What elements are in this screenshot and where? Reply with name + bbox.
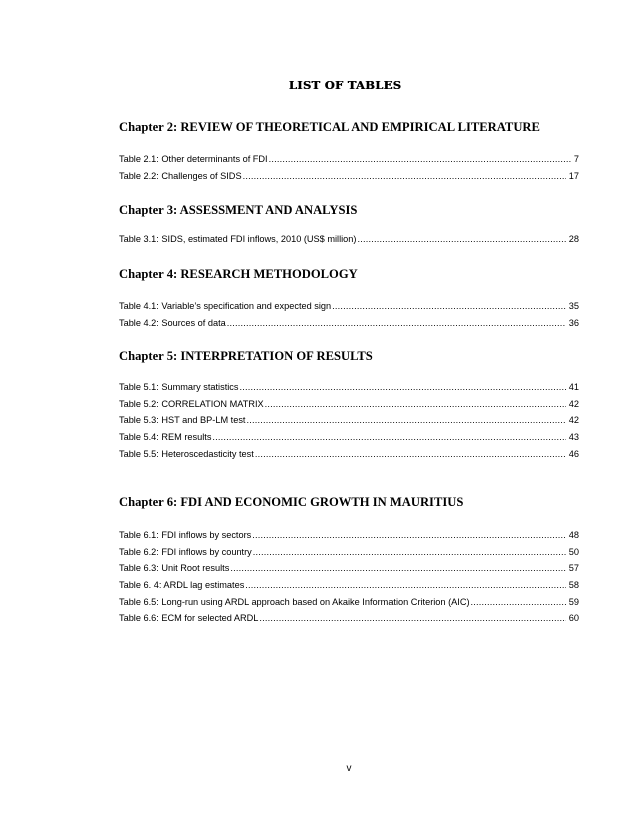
dot-leader [357, 234, 565, 244]
dot-leader [471, 597, 566, 607]
entry-label: Table 5.5: Heteroscedasticity test [119, 448, 254, 459]
toc-entry[interactable] [119, 432, 579, 449]
entry-page-number: 46 [568, 448, 579, 459]
dot-leader [252, 530, 566, 540]
toc-entry[interactable] [119, 563, 579, 580]
chapter-5-entries [119, 382, 579, 465]
toc-entry[interactable] [119, 154, 579, 171]
toc-entry[interactable] [119, 318, 579, 335]
entry-page-number: 50 [568, 546, 579, 557]
entry-label: Table 2.1: Other determinants of FDI [119, 154, 268, 164]
entry-page-number: 36 [568, 317, 579, 328]
entry-label: Table 6.6: ECM for selected ARDL [119, 613, 259, 624]
dot-leader [245, 580, 565, 590]
entry-label: Table 5.1: Summary statistics [119, 382, 239, 392]
entry-page-number: 7 [573, 154, 579, 164]
chapter-heading: Chapter 4: RESEARCH METHODOLOGY [119, 267, 358, 281]
entry-label: Table 5.2: CORRELATION MATRIX [119, 398, 264, 409]
entry-page-number: 42 [568, 415, 579, 426]
chapter-6-entries [119, 530, 579, 630]
entry-page-number: 28 [568, 234, 579, 244]
dot-leader [246, 415, 565, 425]
entry-label: Table 6.5: Long-run using ARDL approach based on Akaike Information Criterion (AIC) [119, 596, 470, 607]
page-title: LIST OF TABLES [288, 78, 402, 92]
entry-label: Table 5.3: HST and BP-LM test [119, 415, 246, 426]
entry-page-number: 48 [568, 530, 579, 540]
dot-leader [255, 449, 566, 459]
toc-entry[interactable] [119, 399, 579, 416]
entry-label: Table 6.1: FDI inflows by sectors [119, 530, 252, 540]
entry-page-number: 60 [568, 613, 579, 624]
dot-leader [239, 382, 565, 392]
chapter-heading: Chapter 5: INTERPRETATION OF RESULTS [119, 349, 373, 363]
toc-entry[interactable] [119, 382, 579, 399]
entry-label: Table 2.2: Challenges of SIDS [119, 170, 242, 181]
dot-leader [269, 154, 571, 164]
entry-label: Table 4.2: Sources of data [119, 317, 226, 328]
entry-page-number: 35 [568, 301, 579, 311]
dot-leader [227, 318, 566, 328]
entry-label: Table 5.4: REM results [119, 432, 212, 443]
toc-entry[interactable] [119, 597, 579, 614]
toc-entry[interactable] [119, 171, 579, 188]
toc-entry[interactable] [119, 234, 579, 251]
toc-entry[interactable] [119, 547, 579, 564]
entry-page-number: 57 [568, 563, 579, 574]
chapter-heading: Chapter 2: REVIEW OF THEORETICAL AND EMPIRICAL LITERATURE [119, 120, 540, 134]
entry-page-number: 17 [568, 170, 579, 181]
entry-label: Table 3.1: SIDS, estimated FDI inflows, 2010 (US$ million) [119, 234, 357, 244]
entry-page-number: 41 [568, 382, 579, 392]
toc-entry[interactable] [119, 449, 579, 466]
dot-leader [253, 547, 566, 557]
entry-label: Table 6. 4: ARDL lag estimates [119, 580, 245, 591]
dot-leader [259, 613, 565, 623]
dot-leader [212, 432, 565, 442]
entry-label: Table 4.1: Variable’s specification and expected sign [119, 301, 332, 311]
chapter-heading: Chapter 6: FDI AND ECONOMIC GROWTH IN MAURITIUS [119, 495, 464, 509]
dot-leader [265, 399, 566, 409]
entry-page-number: 43 [568, 432, 579, 443]
chapter-2-entries [119, 154, 579, 187]
chapter-3-entries [119, 234, 579, 251]
toc-entry[interactable] [119, 613, 579, 630]
toc-entry[interactable] [119, 580, 579, 597]
chapter-4-entries [119, 301, 579, 334]
entry-page-number: 58 [568, 580, 579, 591]
entry-label: Table 6.3: Unit Root results [119, 563, 230, 574]
entry-page-number: 59 [568, 596, 579, 607]
page-number-footer: v [346, 763, 352, 774]
entry-page-number: 42 [568, 398, 579, 409]
toc-entry[interactable] [119, 530, 579, 547]
dot-leader [243, 171, 566, 181]
toc-entry[interactable] [119, 415, 579, 432]
dot-leader [230, 563, 565, 573]
entry-label: Table 6.2: FDI inflows by country [119, 546, 252, 557]
dot-leader [332, 301, 566, 311]
toc-entry[interactable] [119, 301, 579, 318]
chapter-heading: Chapter 3: ASSESSMENT AND ANALYSIS [119, 203, 358, 217]
